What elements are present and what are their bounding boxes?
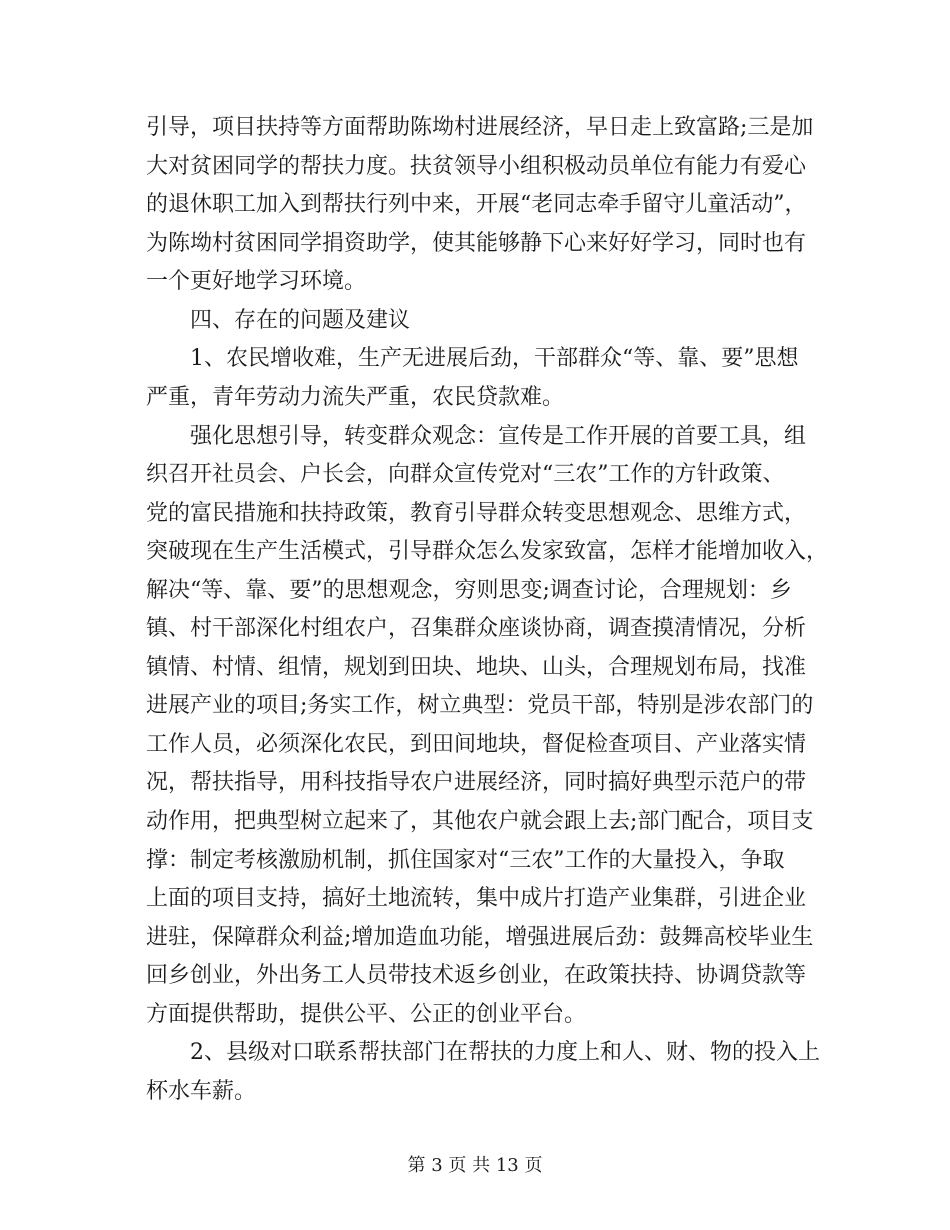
paragraph-line: 引导，项目扶持等方面帮助陈坳村进展经济，早日走上致富路;三是加 (146, 115, 814, 140)
paragraph-line: 织召开社员会、户长会，向群众宣传党对“三农”工作的方针政策、 (146, 462, 785, 487)
paragraph-line: 的退休职工加入到帮扶行列中来，开展“老同志牵手留守儿童活动”， (146, 192, 807, 217)
paragraph-line: 上面的项目支持，搞好土地流转，集中成片打造产业集群，引进企业 (146, 886, 807, 911)
paragraph-line: 方面提供帮助，提供公平、公正的创业平台。 (146, 1002, 587, 1027)
paragraph-line: 为陈坳村贫困同学捐资助学，使其能够静下心来好好学习，同时也有 (146, 231, 807, 256)
paragraph-line: 进驻，保障群众利益;增加造血功能，增强进展后劲：鼓舞高校毕业生 (146, 925, 814, 950)
paragraph-line: 突破现在生产生活模式，引导群众怎么发家致富，怎样才能增加收入， (146, 539, 829, 564)
paragraph-line: 撑：制定考核激励机制，抓住国家对“三农”工作的大量投入，争取 (146, 848, 785, 873)
paragraph-line: 严重，青年劳动力流失严重，农民贷款难。 (146, 385, 565, 410)
section-heading: 四、存在的问题及建议 (190, 308, 411, 333)
paragraph-line: 强化思想引导，转变群众观念：宣传是工作开展的首要工具，组 (190, 424, 807, 449)
paragraph-line: 动作用，把典型树立起来了，其他农户就会跟上去;部门配合，项目支 (146, 809, 814, 834)
paragraph-line: 工作人员，必须深化农民，到田间地块，督促检查项目、产业落实情 (146, 732, 807, 757)
paragraph-line: 镇、村干部深化村组农户，召集群众座谈协商，调查摸清情况，分析 (146, 616, 807, 641)
paragraph-line: 回乡创业，外出务工人员带技术返乡创业，在政策扶持、协调贷款等 (146, 963, 807, 988)
paragraph-line: 党的富民措施和扶持政策，教育引导群众转变思想观念、思维方式， (146, 501, 807, 526)
paragraph-line: 况，帮扶指导，用科技指导农户进展经济，同时搞好典型示范户的带 (146, 770, 807, 795)
paragraph-line: 杯水车薪。 (146, 1079, 257, 1104)
page-number-footer: 第 3 页 共 13 页 (407, 1155, 543, 1176)
paragraph-line: 一个更好地学习环境。 (146, 269, 367, 294)
paragraph-line: 进展产业的项目;务实工作，树立典型：党员干部，特别是涉农部门的 (146, 693, 814, 718)
paragraph-line: 大对贫困同学的帮扶力度。扶贫领导小组积极动员单位有能力有爱心 (146, 154, 807, 179)
paragraph-line: 解决“等、靠、要”的思想观念，穷则思变;调查讨论，合理规划：乡 (146, 578, 792, 603)
paragraph-line: 1、农民增收难，生产无进展后劲，干部群众“等、靠、要”思想 (190, 346, 799, 371)
paragraph-line: 镇情、村情、组情，规划到田块、地块、山头，合理规划布局，找准 (146, 655, 807, 680)
paragraph-line: 2、县级对口联系帮扶部门在帮扶的力度上和人、财、物的投入上 (190, 1040, 820, 1065)
